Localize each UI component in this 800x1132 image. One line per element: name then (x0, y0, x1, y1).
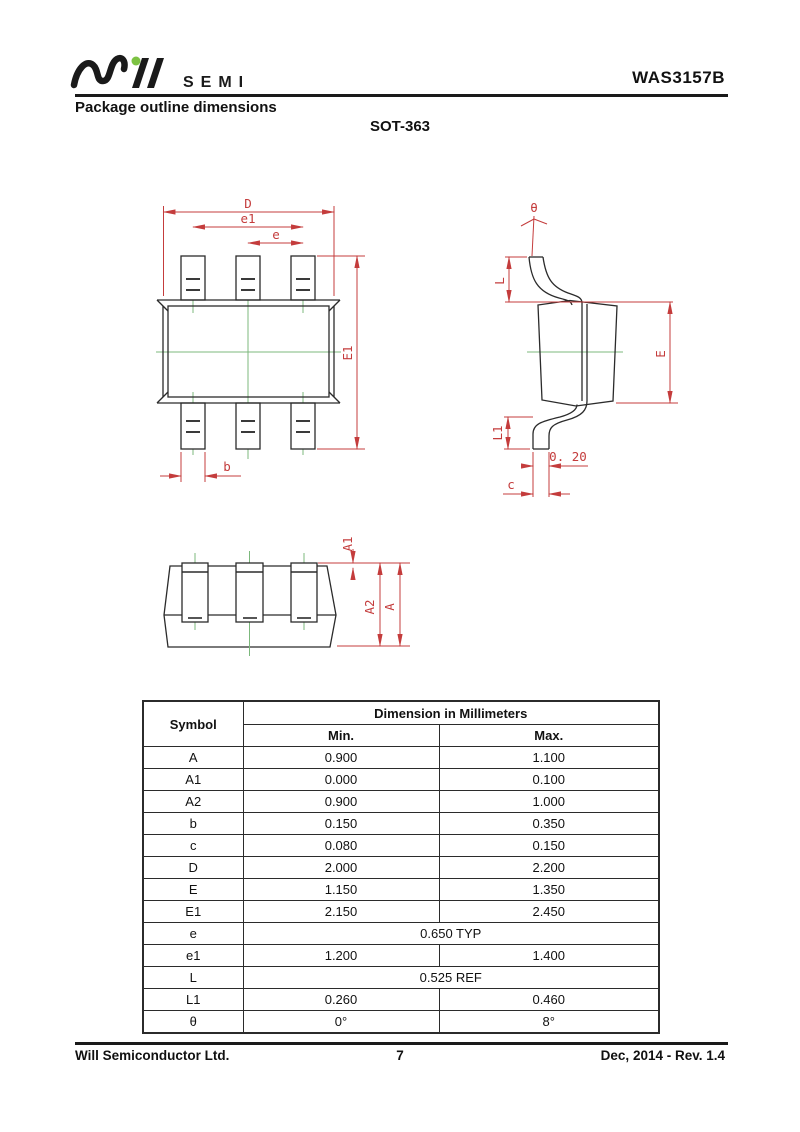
min-value-cell: 1.200 (243, 945, 439, 967)
footer-rule (75, 1042, 728, 1045)
table-row (143, 791, 659, 813)
dim-label-b: b (223, 459, 231, 474)
dim-label-E: E (653, 350, 668, 358)
table-header-max: Max. (439, 725, 659, 747)
max-value-cell: 1.400 (439, 945, 659, 967)
span-value-cell: 0.650 TYP (243, 923, 659, 945)
symbol-cell: L (143, 967, 243, 989)
max-value-cell: 0.100 (439, 769, 659, 791)
dim-label-foot: 0. 20 (549, 449, 587, 464)
table-header-group: Dimension in Millimeters (243, 701, 659, 725)
table-row (143, 769, 659, 791)
side-view-drawing (490, 200, 678, 497)
package-outline-drawing (0, 150, 800, 690)
dim-label-A: A (382, 603, 397, 611)
symbol-cell: E (143, 879, 243, 901)
package-body-side-view (529, 257, 617, 449)
symbol-cell: A (143, 747, 243, 769)
table-row (143, 901, 659, 923)
logo-semi-text: SEMI (183, 74, 251, 91)
symbol-cell: D (143, 857, 243, 879)
pin-bottom-3 (291, 403, 315, 449)
footer-company: Will Semiconductor Ltd. (75, 1048, 230, 1063)
symbol-cell: e1 (143, 945, 243, 967)
max-value-cell: 0.460 (439, 989, 659, 1011)
symbol-cell: e (143, 923, 243, 945)
dim-label-L1: L1 (490, 425, 505, 441)
company-logo (70, 45, 270, 97)
logo-dot (132, 57, 141, 66)
dim-label-L: L (492, 277, 507, 285)
min-value-cell: 0° (243, 1011, 439, 1034)
dim-label-A2: A2 (362, 599, 377, 615)
min-value-cell: 1.150 (243, 879, 439, 901)
table-row (143, 747, 659, 769)
symbol-cell: θ (143, 1011, 243, 1034)
table-row (143, 967, 659, 989)
table-row (143, 989, 659, 1011)
dim-label-e1: e1 (240, 211, 256, 226)
min-value-cell: 2.000 (243, 857, 439, 879)
table-row (143, 879, 659, 901)
footer-revision: Dec, 2014 - Rev. 1.4 (600, 1048, 725, 1063)
dim-label-D: D (244, 196, 252, 211)
max-value-cell: 1.000 (439, 791, 659, 813)
table-row (143, 857, 659, 879)
logo-wave-icon (74, 58, 164, 88)
min-value-cell: 2.150 (243, 901, 439, 923)
footer-page-number: 7 (396, 1048, 404, 1063)
symbol-cell: L1 (143, 989, 243, 1011)
pin-bottom-1 (181, 403, 205, 449)
dim-label-theta: θ (530, 200, 538, 215)
top-view-drawing (156, 196, 365, 482)
dim-table-body (143, 747, 659, 1034)
max-value-cell: 0.350 (439, 813, 659, 835)
table-row (143, 1011, 659, 1034)
max-value-cell: 8° (439, 1011, 659, 1034)
part-number: WAS3157B (632, 68, 725, 87)
dim-label-c: c (507, 477, 515, 492)
table-row (143, 835, 659, 857)
symbol-cell: E1 (143, 901, 243, 923)
table-row (143, 945, 659, 967)
front-view-drawing (164, 536, 410, 656)
package-name: SOT-363 (369, 118, 431, 135)
min-value-cell: 0.900 (243, 791, 439, 813)
symbol-cell: A2 (143, 791, 243, 813)
min-value-cell: 0.260 (243, 989, 439, 1011)
table-row (143, 923, 659, 945)
pin-bottom-2 (236, 403, 260, 449)
dim-label-e: e (272, 227, 280, 242)
max-value-cell: 2.200 (439, 857, 659, 879)
min-value-cell: 0.150 (243, 813, 439, 835)
min-value-cell: 0.900 (243, 747, 439, 769)
symbol-cell: A1 (143, 769, 243, 791)
header-rule (75, 94, 728, 97)
min-value-cell: 0.080 (243, 835, 439, 857)
table-header-min: Min. (243, 725, 439, 747)
dim-label-A1: A1 (340, 536, 355, 552)
dim-label-E1: E1 (340, 345, 355, 361)
symbol-cell: c (143, 835, 243, 857)
dimensions-table (142, 700, 658, 1034)
max-value-cell: 1.100 (439, 747, 659, 769)
min-value-cell: 0.000 (243, 769, 439, 791)
max-value-cell: 1.350 (439, 879, 659, 901)
section-title: Package outline dimensions (75, 99, 277, 116)
span-value-cell: 0.525 REF (243, 967, 659, 989)
symbol-cell: b (143, 813, 243, 835)
max-value-cell: 2.450 (439, 901, 659, 923)
table-row (143, 813, 659, 835)
max-value-cell: 0.150 (439, 835, 659, 857)
table-header-symbol: Symbol (143, 701, 243, 747)
